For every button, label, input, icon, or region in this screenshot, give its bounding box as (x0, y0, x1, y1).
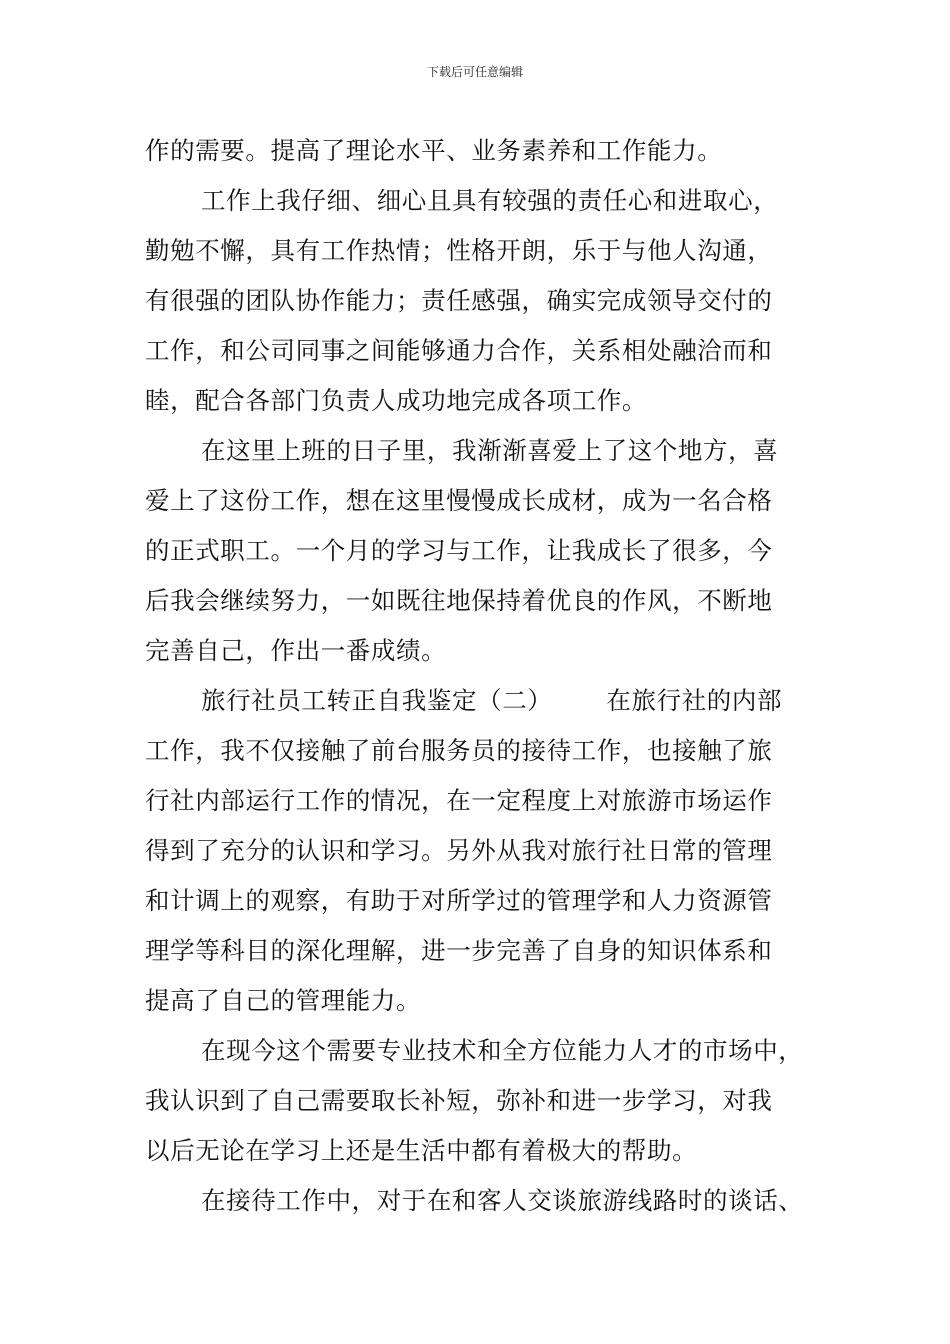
text-line: 睦，配合各部门负责人成功地完成各项工作。 (145, 386, 647, 415)
text-line: 完善自己，作出一番成绩。 (145, 636, 447, 665)
section-title: 旅行社员工转正自我鉴定（二） (201, 686, 553, 715)
text-line: 和计调上的观察，有助于对所学过的管理学和人力资源管 (145, 886, 773, 915)
text-line: 后我会继续努力，一如既往地保持着优良的作风，不断地 (145, 586, 773, 615)
text-line: 工作，我不仅接触了前台服务员的接待工作，也接触了旅 (145, 736, 773, 765)
document-body (145, 126, 825, 1226)
text-line: 作的需要。提高了理论水平、业务素养和工作能力。 (145, 136, 723, 165)
text-line: 在现今这个需要专业技术和全方位能力人才的市场中， (201, 1036, 804, 1065)
page-header: 下载后可任意编辑 (426, 65, 523, 79)
text-line: 爱上了这份工作，想在这里慢慢成长成材，成为一名合格 (145, 486, 773, 515)
section-title-line (145, 676, 825, 726)
text-line: 在接待工作中，对于在和客人交谈旅游线路时的谈话、 (201, 1186, 804, 1215)
text-line: 的正式职工。一个月的学习与工作，让我成长了很多，今 (145, 536, 773, 565)
text-line: 理学等科目的深化理解，进一步完善了自身的知识体系和 (145, 936, 773, 965)
text-line: 得到了充分的认识和学习。另外从我对旅行社日常的管理 (145, 836, 773, 865)
text-line: 以后无论在学习上还是生活中都有着极大的帮助。 (145, 1136, 698, 1165)
text-line: 我认识到了自己需要取长补短，弥补和进一步学习，对我 (145, 1086, 773, 1115)
text-line: 勤勉不懈，具有工作热情；性格开朗，乐于与他人沟通， (145, 236, 773, 265)
text-line: 有很强的团队协作能力；责任感强，确实完成领导交付的 (145, 286, 773, 315)
text-line: 工作，和公司同事之间能够通力合作，关系相处融洽而和 (145, 336, 773, 365)
text-line: 行社内部运行工作的情况，在一定程度上对旅游市场运作 (145, 786, 773, 815)
text-line: 工作上我仔细、细心且具有较强的责任心和进取心， (201, 186, 779, 215)
text-line: 在这里上班的日子里，我渐渐喜爱上了这个地方，喜 (201, 436, 779, 465)
text-line: 提高了自己的管理能力。 (145, 986, 422, 1015)
text-fragment: 在旅行社的内部 (606, 686, 783, 715)
